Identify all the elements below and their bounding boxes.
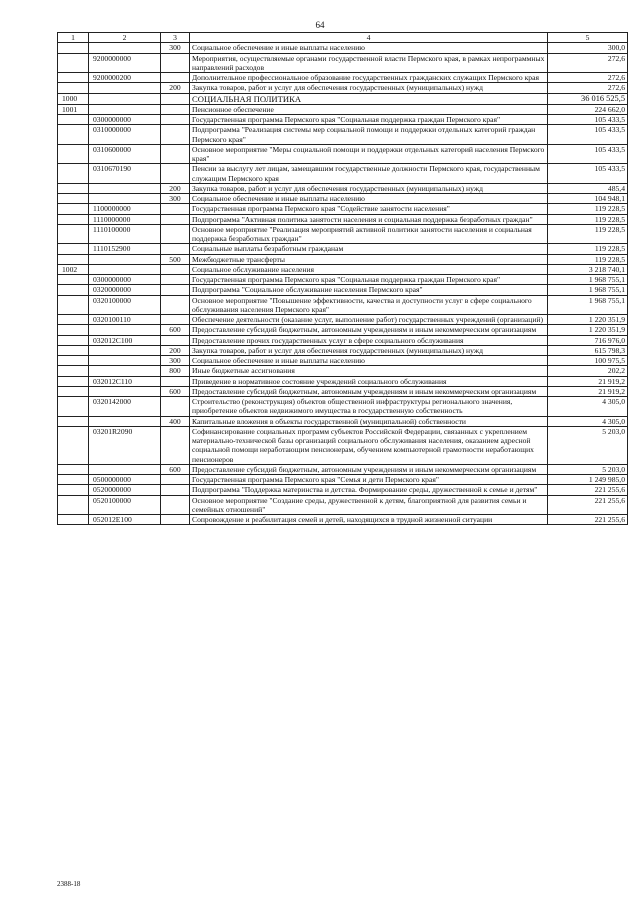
table-row bbox=[58, 144, 628, 164]
footer-code: 2388-18 bbox=[57, 880, 81, 888]
table-header bbox=[58, 33, 628, 43]
table-row bbox=[58, 254, 628, 264]
item-name-cell: Государственная программа Пермского края "Социальная поддержка граждан Пермского края" bbox=[190, 275, 548, 285]
section-code-cell bbox=[58, 366, 89, 376]
target-article-cell bbox=[89, 93, 161, 104]
section-code-cell bbox=[58, 416, 89, 426]
expense-type-cell: 600 bbox=[161, 464, 190, 474]
amount-cell: 272,6 bbox=[548, 73, 628, 83]
table-body bbox=[58, 43, 628, 525]
section-code-cell bbox=[58, 275, 89, 285]
table-row bbox=[58, 43, 628, 53]
expense-type-cell bbox=[161, 164, 190, 184]
amount-cell: 221 255,6 bbox=[548, 515, 628, 525]
item-name-cell: Пенсионное обеспечение bbox=[190, 104, 548, 114]
amount-cell: 119 228,5 bbox=[548, 204, 628, 214]
target-article-cell: 9200000200 bbox=[89, 73, 161, 83]
item-name-cell: Приведение в нормативное состояние учреждений социального обслуживания bbox=[190, 376, 548, 386]
item-name-cell: Государственная программа Пермского края "Семья и дети Пермского края" bbox=[190, 475, 548, 485]
amount-cell: 105 433,5 bbox=[548, 164, 628, 184]
column-header-1: 1 bbox=[58, 33, 89, 43]
table-row bbox=[58, 183, 628, 193]
target-article-cell: 0320100110 bbox=[89, 315, 161, 325]
amount-cell: 119 228,5 bbox=[548, 224, 628, 244]
item-name-cell: Подпрограмма "Социальное обслуживание населения Пермского края" bbox=[190, 285, 548, 295]
section-code-cell bbox=[58, 254, 89, 264]
section-code-cell bbox=[58, 53, 89, 73]
amount-cell: 119 228,5 bbox=[548, 244, 628, 254]
expense-type-cell bbox=[161, 426, 190, 464]
section-code-cell bbox=[58, 397, 89, 417]
section-code-cell bbox=[58, 515, 89, 525]
target-article-cell: 1110152900 bbox=[89, 244, 161, 254]
target-article-cell: 0320142000 bbox=[89, 397, 161, 417]
target-article-cell: 0300000000 bbox=[89, 115, 161, 125]
item-name-cell: Основное мероприятие "Создание среды, дружественной к детям, благоприятной для развития семьи и семейных отношений" bbox=[190, 495, 548, 515]
section-code-cell bbox=[58, 356, 89, 366]
section-code-cell bbox=[58, 43, 89, 53]
item-name-cell: Иные бюджетные ассигнования bbox=[190, 366, 548, 376]
amount-cell: 4 305,0 bbox=[548, 416, 628, 426]
target-article-cell bbox=[89, 83, 161, 93]
item-name-cell: Сопровождение и реабилитация семей и детей, находящихся в трудной жизненной ситуации bbox=[190, 515, 548, 525]
target-article-cell: 9200000000 bbox=[89, 53, 161, 73]
item-name-cell: Социальное обслуживание населения bbox=[190, 264, 548, 274]
item-name-cell: Мероприятия, осуществляемые органами государственной власти Пермского края, в рамках непрограммных направлений расходов bbox=[190, 53, 548, 73]
table-row bbox=[58, 93, 628, 104]
expense-type-cell bbox=[161, 244, 190, 254]
target-article-cell: 1100000000 bbox=[89, 204, 161, 214]
item-name-cell: СОЦИАЛЬНАЯ ПОЛИТИКА bbox=[190, 93, 548, 104]
expense-type-cell: 200 bbox=[161, 183, 190, 193]
amount-cell: 1 220 351,9 bbox=[548, 325, 628, 335]
column-header-3: 3 bbox=[161, 33, 190, 43]
amount-cell: 202,2 bbox=[548, 366, 628, 376]
amount-cell: 5 203,0 bbox=[548, 464, 628, 474]
amount-cell: 221 255,6 bbox=[548, 485, 628, 495]
table-row bbox=[58, 204, 628, 214]
page-number: 64 bbox=[315, 20, 325, 30]
target-article-cell bbox=[89, 183, 161, 193]
target-article-cell: 032012С110 bbox=[89, 376, 161, 386]
target-article-cell: 0500000000 bbox=[89, 475, 161, 485]
table-row bbox=[58, 115, 628, 125]
expense-type-cell bbox=[161, 495, 190, 515]
amount-cell: 224 662,0 bbox=[548, 104, 628, 114]
table-row bbox=[58, 386, 628, 396]
item-name-cell: Обеспечение деятельности (оказание услуг, выполнение работ) государственных учреждений (организаций) bbox=[190, 315, 548, 325]
expense-type-cell: 200 bbox=[161, 83, 190, 93]
item-name-cell: Подпрограмма "Реализация системы мер социальной помощи и поддержки отдельных категорий граждан Пермского края" bbox=[190, 125, 548, 145]
table-row bbox=[58, 83, 628, 93]
item-name-cell: Капитальные вложения в объекты государственной (муниципальной) собственности bbox=[190, 416, 548, 426]
expense-type-cell bbox=[161, 397, 190, 417]
item-name-cell: Основное мероприятие "Повышение эффективности, качества и доступности услуг в сфере социального обслуживания населения Пермского края" bbox=[190, 295, 548, 315]
expense-type-cell: 500 bbox=[161, 254, 190, 264]
target-article-cell: 03201R2090 bbox=[89, 426, 161, 464]
column-header-4: 4 bbox=[190, 33, 548, 43]
expense-type-cell bbox=[161, 485, 190, 495]
expense-type-cell: 300 bbox=[161, 356, 190, 366]
amount-cell: 716 976,0 bbox=[548, 335, 628, 345]
expense-type-cell bbox=[161, 275, 190, 285]
amount-cell: 119 228,5 bbox=[548, 214, 628, 224]
item-name-cell: Закупка товаров, работ и услуг для обеспечения государственных (муниципальных) нужд bbox=[190, 183, 548, 193]
section-code-cell bbox=[58, 285, 89, 295]
table-row bbox=[58, 73, 628, 83]
item-name-cell: Социальное обеспечение и иные выплаты населению bbox=[190, 43, 548, 53]
target-article-cell: 0320000000 bbox=[89, 285, 161, 295]
section-code-cell bbox=[58, 224, 89, 244]
expense-type-cell bbox=[161, 376, 190, 386]
section-code-cell bbox=[58, 485, 89, 495]
amount-cell: 1 249 985,0 bbox=[548, 475, 628, 485]
section-code-cell bbox=[58, 295, 89, 315]
target-article-cell: 0520100000 bbox=[89, 495, 161, 515]
expense-type-cell bbox=[161, 515, 190, 525]
expense-type-cell bbox=[161, 104, 190, 114]
table-row bbox=[58, 335, 628, 345]
expense-type-cell: 300 bbox=[161, 43, 190, 53]
amount-cell: 615 798,3 bbox=[548, 345, 628, 355]
table-row bbox=[58, 194, 628, 204]
section-code-cell bbox=[58, 464, 89, 474]
amount-cell: 105 433,5 bbox=[548, 125, 628, 145]
expense-type-cell: 200 bbox=[161, 345, 190, 355]
expense-type-cell bbox=[161, 53, 190, 73]
table-row bbox=[58, 366, 628, 376]
budget-table bbox=[57, 32, 628, 525]
section-code-cell bbox=[58, 495, 89, 515]
target-article-cell: 0300000000 bbox=[89, 275, 161, 285]
table-row bbox=[58, 104, 628, 114]
target-article-cell bbox=[89, 194, 161, 204]
table-row bbox=[58, 376, 628, 386]
section-code-cell bbox=[58, 386, 89, 396]
expense-type-cell bbox=[161, 264, 190, 274]
amount-cell: 119 228,5 bbox=[548, 254, 628, 264]
target-article-cell: 0520000000 bbox=[89, 485, 161, 495]
item-name-cell: Межбюджетные трансферты bbox=[190, 254, 548, 264]
table-row bbox=[58, 356, 628, 366]
table-row bbox=[58, 164, 628, 184]
item-name-cell: Софинансирование социальных программ субъектов Российской Федерации, связанных с укреплением материально-технической базы организаций социального обслуживания населения, оказанием адресной социальной помощи неработающим пенсионерам, обучением компьютерной грамотности неработающих пенсионеров bbox=[190, 426, 548, 464]
expense-type-cell: 800 bbox=[161, 366, 190, 376]
item-name-cell: Социальные выплаты безработным гражданам bbox=[190, 244, 548, 254]
expense-type-cell bbox=[161, 295, 190, 315]
item-name-cell: Подпрограмма "Поддержка материнства и детства. Формирование среды, дружественной к семье и детям" bbox=[190, 485, 548, 495]
expense-type-cell bbox=[161, 204, 190, 214]
table-row bbox=[58, 125, 628, 145]
expense-type-cell bbox=[161, 475, 190, 485]
section-code-cell bbox=[58, 144, 89, 164]
section-code-cell bbox=[58, 204, 89, 214]
table-row bbox=[58, 464, 628, 474]
target-article-cell: 1110000000 bbox=[89, 214, 161, 224]
target-article-cell bbox=[89, 325, 161, 335]
item-name-cell: Предоставление субсидий бюджетным, автономным учреждениям и иным некоммерческим организациям bbox=[190, 464, 548, 474]
target-article-cell bbox=[89, 345, 161, 355]
table-row bbox=[58, 397, 628, 417]
target-article-cell bbox=[89, 416, 161, 426]
table-row bbox=[58, 315, 628, 325]
table-row bbox=[58, 515, 628, 525]
target-article-cell bbox=[89, 264, 161, 274]
target-article-cell bbox=[89, 104, 161, 114]
item-name-cell: Государственная программа Пермского края "Социальная поддержка граждан Пермского края" bbox=[190, 115, 548, 125]
column-header-2: 2 bbox=[89, 33, 161, 43]
item-name-cell: Пенсии за выслугу лет лицам, замещавшим государственные должности Пермского края, государственным служащим Пермского края bbox=[190, 164, 548, 184]
section-code-cell bbox=[58, 426, 89, 464]
expense-type-cell bbox=[161, 315, 190, 325]
item-name-cell: Государственная программа Пермского края "Содействие занятости населения" bbox=[190, 204, 548, 214]
target-article-cell: 032012С100 bbox=[89, 335, 161, 345]
section-code-cell: 1002 bbox=[58, 264, 89, 274]
table-row bbox=[58, 495, 628, 515]
item-name-cell: Социальное обеспечение и иные выплаты населению bbox=[190, 194, 548, 204]
expense-type-cell: 300 bbox=[161, 194, 190, 204]
amount-cell: 104 948,1 bbox=[548, 194, 628, 204]
expense-type-cell bbox=[161, 335, 190, 345]
section-code-cell bbox=[58, 325, 89, 335]
section-code-cell bbox=[58, 83, 89, 93]
table-row bbox=[58, 426, 628, 464]
amount-cell: 1 968 755,1 bbox=[548, 295, 628, 315]
amount-cell: 272,6 bbox=[548, 83, 628, 93]
table-row bbox=[58, 285, 628, 295]
table-row bbox=[58, 214, 628, 224]
section-code-cell bbox=[58, 315, 89, 325]
expense-type-cell: 600 bbox=[161, 386, 190, 396]
expense-type-cell bbox=[161, 125, 190, 145]
amount-cell: 1 968 755,1 bbox=[548, 275, 628, 285]
amount-cell: 105 433,5 bbox=[548, 144, 628, 164]
section-code-cell bbox=[58, 125, 89, 145]
item-name-cell: Основное мероприятие "Меры социальной помощи и поддержки отдельных категорий населения Пермского края" bbox=[190, 144, 548, 164]
table-row bbox=[58, 244, 628, 254]
expense-type-cell bbox=[161, 214, 190, 224]
table-row bbox=[58, 416, 628, 426]
expense-type-cell bbox=[161, 93, 190, 104]
target-article-cell bbox=[89, 356, 161, 366]
amount-cell: 300,0 bbox=[548, 43, 628, 53]
target-article-cell bbox=[89, 464, 161, 474]
target-article-cell bbox=[89, 254, 161, 264]
section-code-cell bbox=[58, 335, 89, 345]
section-code-cell bbox=[58, 244, 89, 254]
section-code-cell bbox=[58, 475, 89, 485]
amount-cell: 21 919,2 bbox=[548, 386, 628, 396]
amount-cell: 4 305,0 bbox=[548, 397, 628, 417]
expense-type-cell: 600 bbox=[161, 325, 190, 335]
item-name-cell: Предоставление субсидий бюджетным, автономным учреждениям и иным некоммерческим организациям bbox=[190, 325, 548, 335]
item-name-cell: Закупка товаров, работ и услуг для обеспечения государственных (муниципальных) нужд bbox=[190, 345, 548, 355]
item-name-cell: Строительство (реконструкция) объектов общественной инфраструктуры регионального значения, приобретение объектов недвижимого имущества в государственную собственность bbox=[190, 397, 548, 417]
target-article-cell bbox=[89, 386, 161, 396]
item-name-cell: Предоставление прочих государственных услуг в сфере социального обслуживания bbox=[190, 335, 548, 345]
section-code-cell bbox=[58, 115, 89, 125]
section-code-cell bbox=[58, 164, 89, 184]
amount-cell: 100 975,5 bbox=[548, 356, 628, 366]
expense-type-cell bbox=[161, 285, 190, 295]
amount-cell: 1 220 351,9 bbox=[548, 315, 628, 325]
expense-type-cell: 400 bbox=[161, 416, 190, 426]
item-name-cell: Закупка товаров, работ и услуг для обеспечения государственных (муниципальных) нужд bbox=[190, 83, 548, 93]
item-name-cell: Подпрограмма "Активная политика занятости населения и социальная поддержка безработных граждан" bbox=[190, 214, 548, 224]
amount-cell: 105 433,5 bbox=[548, 115, 628, 125]
amount-cell: 485,4 bbox=[548, 183, 628, 193]
target-article-cell: 0310670190 bbox=[89, 164, 161, 184]
section-code-cell bbox=[58, 214, 89, 224]
table-row bbox=[58, 345, 628, 355]
target-article-cell bbox=[89, 43, 161, 53]
amount-cell: 221 255,6 bbox=[548, 495, 628, 515]
target-article-cell: 052012Е100 bbox=[89, 515, 161, 525]
table-row bbox=[58, 485, 628, 495]
column-header-5: 5 bbox=[548, 33, 628, 43]
table-row bbox=[58, 475, 628, 485]
table-row bbox=[58, 264, 628, 274]
target-article-cell bbox=[89, 366, 161, 376]
table-row bbox=[58, 53, 628, 73]
section-code-cell bbox=[58, 194, 89, 204]
expense-type-cell bbox=[161, 224, 190, 244]
target-article-cell: 0320100000 bbox=[89, 295, 161, 315]
target-article-cell: 1110100000 bbox=[89, 224, 161, 244]
table-row bbox=[58, 295, 628, 315]
amount-cell: 36 016 525,5 bbox=[548, 93, 628, 104]
section-code-cell bbox=[58, 183, 89, 193]
amount-cell: 1 968 755,1 bbox=[548, 285, 628, 295]
target-article-cell: 0310000000 bbox=[89, 125, 161, 145]
item-name-cell: Дополнительное профессиональное образование государственных гражданских служащих Пермского края bbox=[190, 73, 548, 83]
expense-type-cell bbox=[161, 73, 190, 83]
amount-cell: 272,6 bbox=[548, 53, 628, 73]
expense-type-cell bbox=[161, 115, 190, 125]
section-code-cell: 1000 bbox=[58, 93, 89, 104]
section-code-cell bbox=[58, 73, 89, 83]
amount-cell: 3 218 740,1 bbox=[548, 264, 628, 274]
table-row bbox=[58, 275, 628, 285]
item-name-cell: Социальное обеспечение и иные выплаты населению bbox=[190, 356, 548, 366]
section-code-cell: 1001 bbox=[58, 104, 89, 114]
item-name-cell: Основное мероприятие "Реализация мероприятий активной политики занятости населения и социальная поддержка безработных граждан" bbox=[190, 224, 548, 244]
section-code-cell bbox=[58, 376, 89, 386]
expense-type-cell bbox=[161, 144, 190, 164]
amount-cell: 21 919,2 bbox=[548, 376, 628, 386]
target-article-cell: 0310600000 bbox=[89, 144, 161, 164]
item-name-cell: Предоставление субсидий бюджетным, автономным учреждениям и иным некоммерческим организациям bbox=[190, 386, 548, 396]
table-row bbox=[58, 325, 628, 335]
table-row bbox=[58, 224, 628, 244]
section-code-cell bbox=[58, 345, 89, 355]
amount-cell: 5 203,0 bbox=[548, 426, 628, 464]
